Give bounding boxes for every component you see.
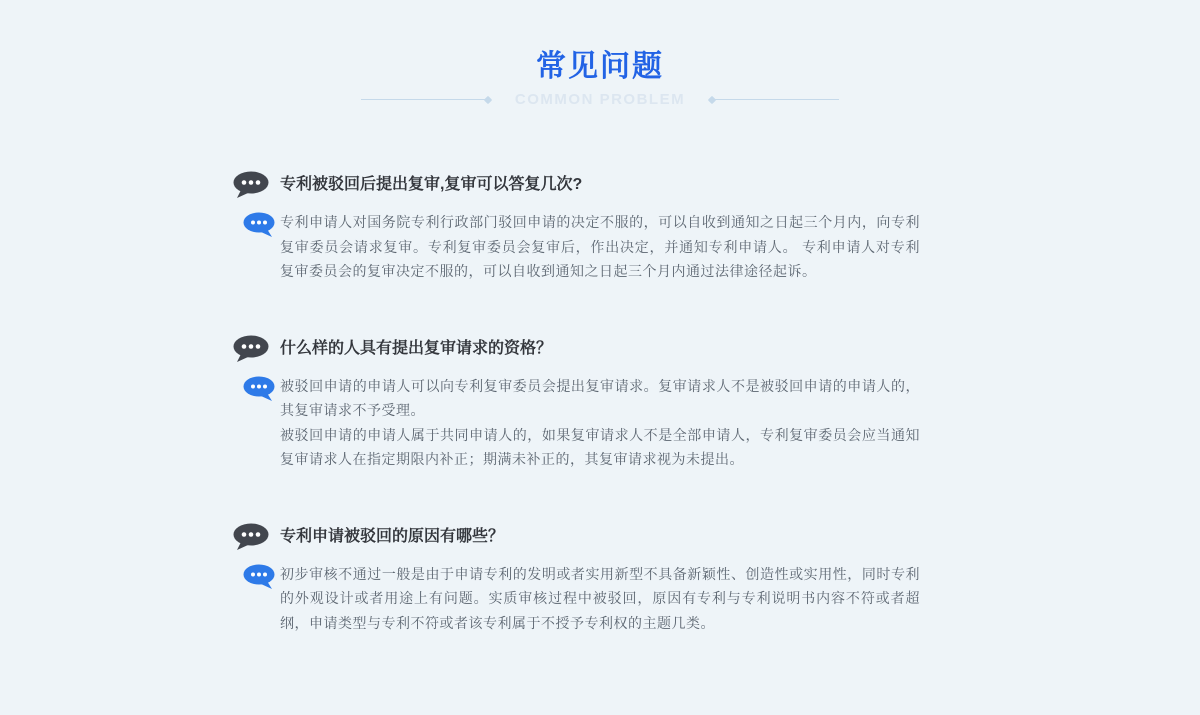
question-chat-bubble-icon <box>232 171 270 199</box>
question-row <box>280 338 920 360</box>
answer-paragraph: 被驳回申请的申请人可以向专利复审委员会提出复审请求。复审请求人不是被驳回申请的申请人的，其复审请求不予受理。 <box>280 377 920 418</box>
question-row <box>280 526 920 548</box>
faq-question: 专利被驳回后提出复审,复审可以答复几次? <box>280 176 583 193</box>
answer-paragraph: 被驳回申请的申请人属于共同申请人的，如果复审请求人不是全部申请人，专利复审委员会应当通知复审请求人在指定期限内补正；期满未补正的，其复审请求视为未提出。 <box>280 426 920 467</box>
faq-item-2 <box>280 338 920 472</box>
faq-question: 专利申请被驳回的原因有哪些？ <box>280 527 505 545</box>
page-header <box>0 0 1200 108</box>
faq-item-3 <box>280 526 920 636</box>
faq-question: 什么样的人具有提出复审请求的资格？ <box>280 339 553 357</box>
answer-row <box>280 374 920 472</box>
faq-answer <box>280 210 920 284</box>
answer-paragraph: 初步审核不通过一般是由于申请专利的发明或者实用新型不具备新颖性、创造性或实用性，同时专利的外观设计或者用途上有问题。实质审核过程中被驳回，原因有专利与专利说明书内容不符或者超纲，申请类型与专利不符或者该专利属于不授予专利权的主题几类。 <box>280 565 920 631</box>
faq-answer <box>280 562 920 636</box>
subtitle-row <box>0 91 1200 108</box>
faq-item-1 <box>280 174 920 284</box>
answer-chat-bubble-icon <box>243 212 277 238</box>
faq-answer <box>280 374 920 472</box>
answer-row <box>280 562 920 636</box>
question-row <box>280 174 920 196</box>
faq-list <box>280 174 920 635</box>
page-subtitle: COMMON PROBLEM <box>514 91 686 108</box>
answer-paragraph: 专利申请人对国务院专利行政部门驳回申请的决定不服的，可以自收到通知之日起三个月内，向专利复审委员会请求复审。专利复审委员会复审后，作出决定，并通知专利申请人。 专利申请人对专利复审委员会的复审决定不服的，可以自收到通知之日起三个月内通过法律途径起诉。 <box>280 214 920 279</box>
question-chat-bubble-icon <box>232 523 270 551</box>
page-title: 常见问题 <box>536 50 664 83</box>
question-chat-bubble-icon <box>232 335 270 363</box>
answer-chat-bubble-icon <box>243 376 277 402</box>
answer-chat-bubble-icon <box>243 564 277 590</box>
answer-row <box>280 210 920 284</box>
decorative-line-left <box>361 99 489 100</box>
decorative-line-right <box>711 99 839 100</box>
